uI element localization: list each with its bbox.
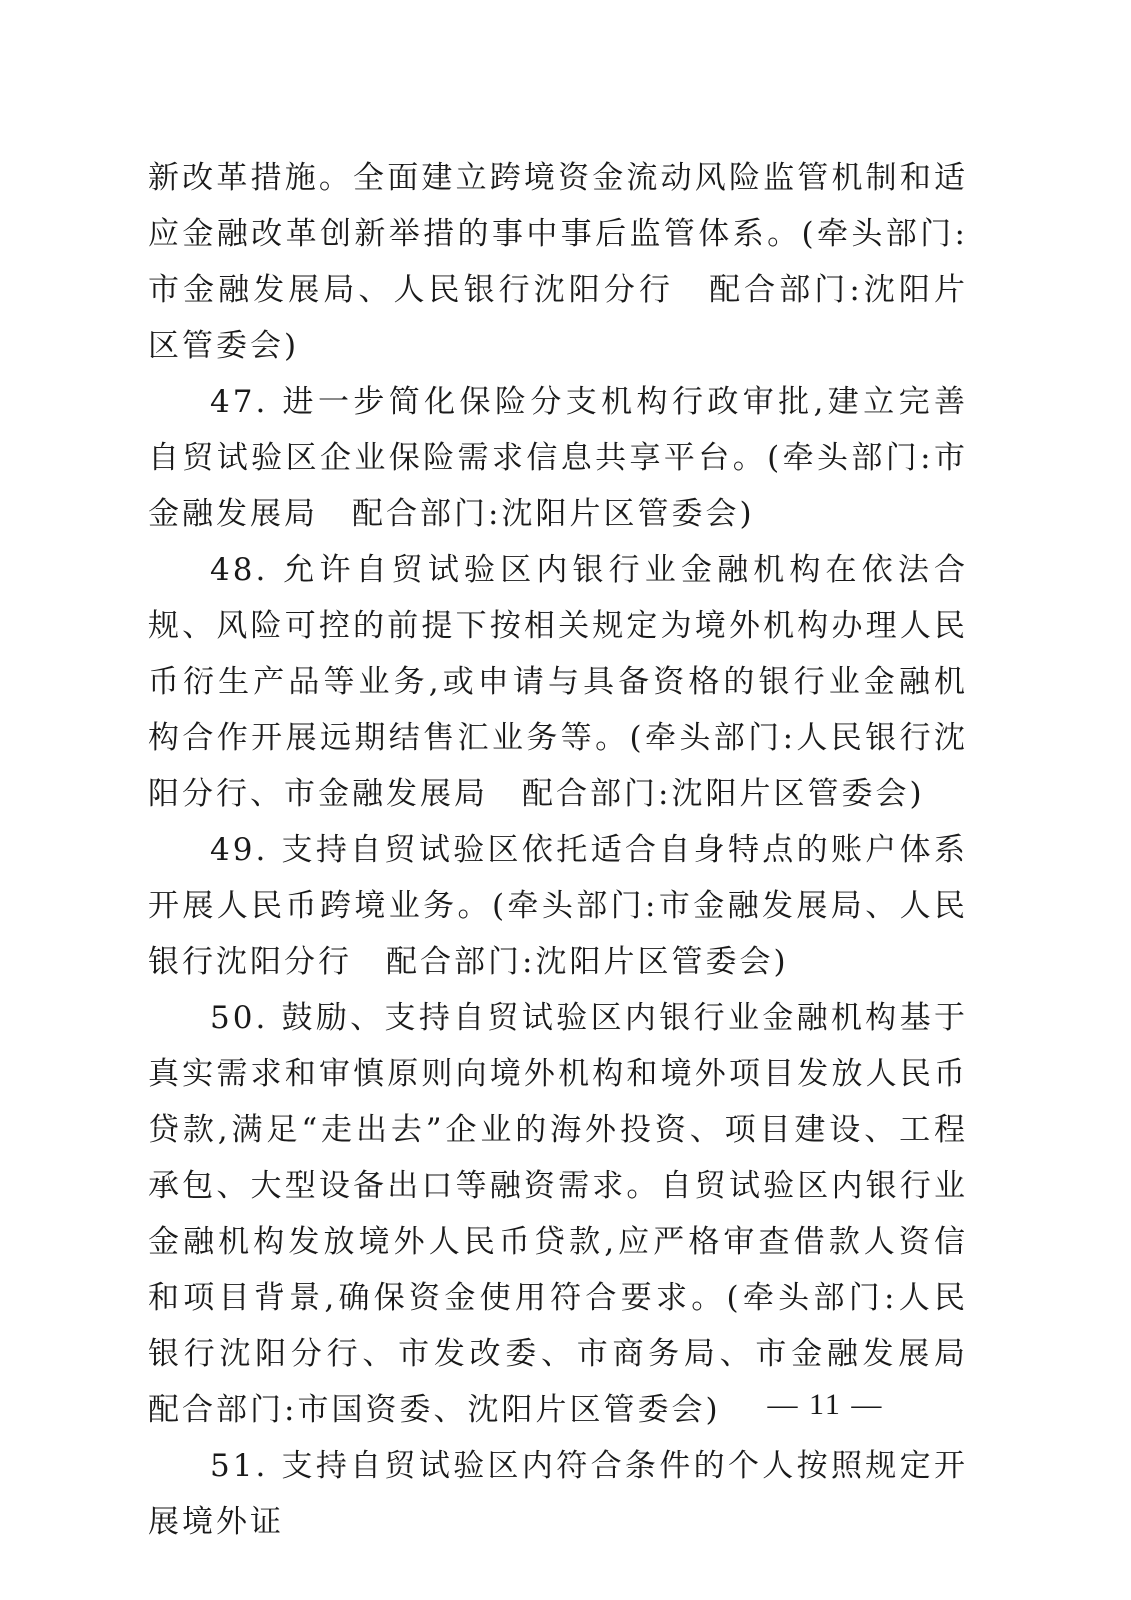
paragraph-continuation: 新改革措施。全面建立跨境资金流动风险监管机制和适应金融改革创新举措的事中事后监管体系。(牵头部门:市金融发展局、人民银行沈阳分行 配合部门:沈阳片区管委会) [148, 160, 968, 364]
paragraph-item-47: 47. 进一步简化保险分支机构行政审批,建立完善自贸试验区企业保险需求信息共享平台。(牵头部门:市金融发展局 配合部门:沈阳片区管委会) [148, 384, 968, 532]
page-number: — 11 — [767, 1388, 884, 1421]
paragraph-item-51: 51. 支持自贸试验区内符合条件的个人按照规定开展境外证 [148, 1448, 968, 1540]
paragraph-item-49: 49. 支持自贸试验区依托适合自身特点的账户体系开展人民币跨境业务。(牵头部门:市金融发展局、人民银行沈阳分行 配合部门:沈阳片区管委会) [148, 832, 968, 980]
paragraph-item-50: 50. 鼓励、支持自贸试验区内银行业金融机构基于真实需求和审慎原则向境外机构和境外项目发放人民币贷款,满足“走出去”企业的海外投资、项目建设、工程承包、大型设备出口等融资需求。自贸试验区内银行业金融机构发放境外人民币贷款,应严格审查借款人资信和项目背景,确保资金使用符合要求。(牵头部门:人民银行沈阳分行、市发改委、市商务局、市金融发展局 配合部门:市国资委、沈阳片区管委会) [148, 1000, 1002, 1428]
paragraph-item-48: 48. 允许自贸试验区内银行业金融机构在依法合规、风险可控的前提下按相关规定为境外机构办理人民币衍生产品等业务,或申请与具备资格的银行业金融机构合作开展远期结售汇业务等。(牵头部门:人民银行沈阳分行、市金融发展局 配合部门:沈阳片区管委会) [148, 552, 968, 812]
body-text [148, 150, 1002, 1550]
